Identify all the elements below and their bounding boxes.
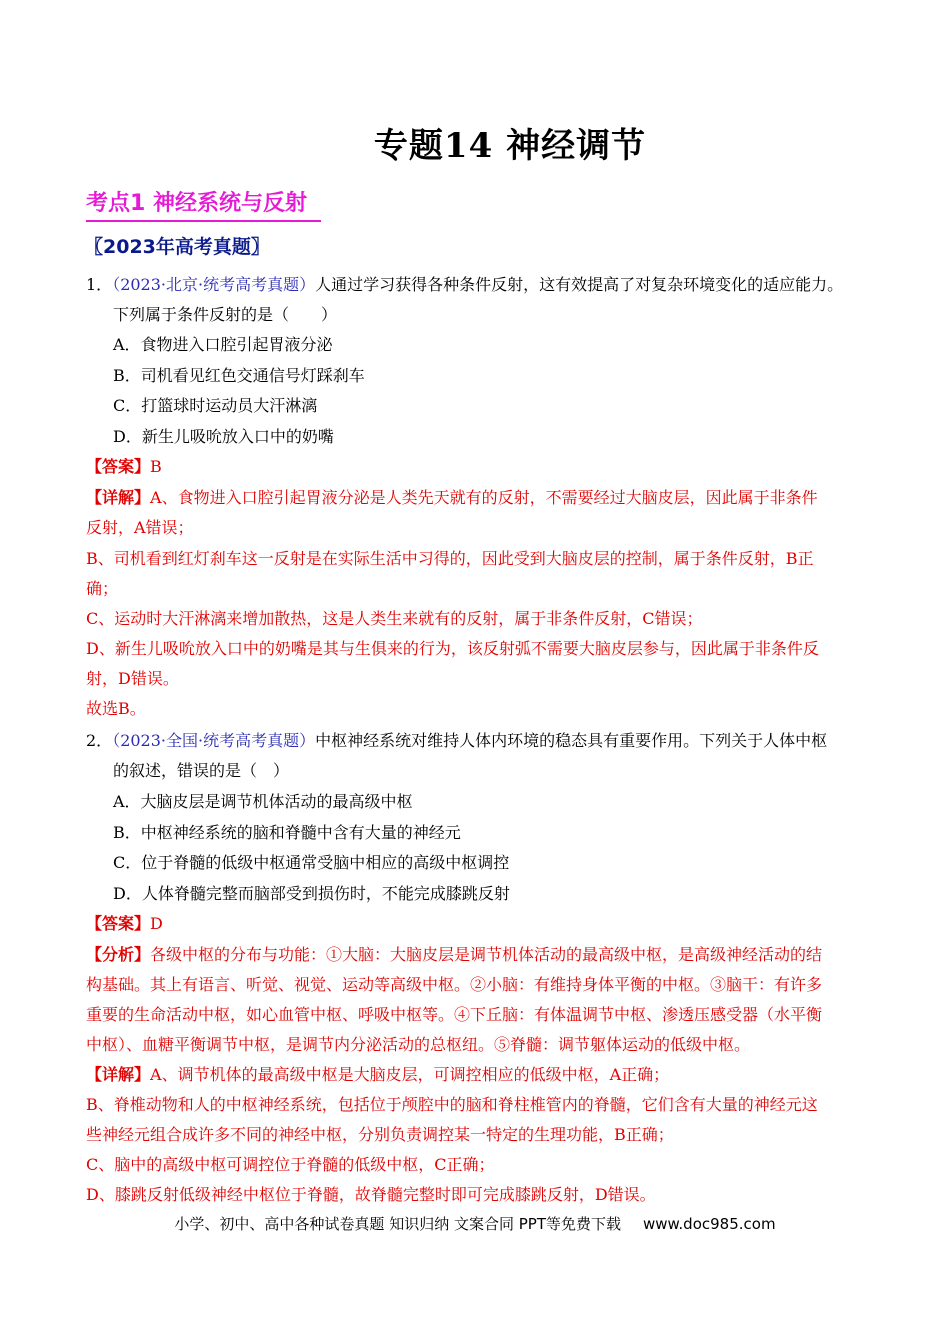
q1-detail-line-6: D、新生儿吸吮放入口中的奶嘴是其与生俱来的行为，该反射弧不需要大脑皮层参与，因此属于非条件反	[86, 639, 819, 658]
q2-analysis-tag: 【分析】	[86, 945, 151, 964]
q1-stem-text: 人通过学习获得各种条件反射，这有效提高了对复杂环境变化的适应能力。	[315, 275, 844, 294]
q1-detail-line-5: C、运动时大汗淋漓来增加散热，这是人类生来就有的反射，属于非条件反射，C错误；	[86, 609, 703, 628]
q2-detail-line-5: D、膝跳反射低级神经中枢位于脊髓，故脊髓完整时即可完成膝跳反射，D错误。	[86, 1185, 656, 1204]
q2-detail-line-1: 【详解】A、调节机体的最高级中枢是大脑皮层，可调控相应的低级中枢，A正确；	[86, 1065, 670, 1084]
q1-answer	[86, 456, 162, 478]
q1-stem-line-2: 下列属于条件反射的是（ ）	[113, 305, 338, 324]
q1-detail-line-7: 射，D错误。	[86, 669, 179, 688]
section-heading: 考点1 神经系统与反射	[86, 186, 321, 222]
q2-number: 2．	[86, 731, 113, 750]
q1-source: （2023·北京·统考高考真题）	[112, 275, 316, 294]
q2-option-d: D．人体脊髓完整而脑部受到损伤时，不能完成膝跳反射	[113, 884, 510, 903]
q2-option-a: A．大脑皮层是调节机体活动的最高级中枢	[113, 792, 413, 811]
q1-option-b: B．司机看见红色交通信号灯踩刹车	[113, 366, 365, 385]
q2-detail-line-4: C、脑中的高级中枢可调控位于脊髓的低级中枢，C正确；	[86, 1155, 495, 1174]
q1-answer-tag: 【答案】	[86, 457, 151, 476]
footer-url[interactable]: www.doc985.com	[642, 1215, 776, 1233]
q2-answer-tag: 【答案】	[86, 914, 151, 933]
q1-answer-value: B	[150, 457, 162, 476]
q1-number: 1．	[86, 275, 113, 294]
q2-stem-text: 中枢神经系统对维持人体内环境的稳态具有重要作用。下列关于人体中枢	[315, 731, 828, 750]
q2-analysis-line-4: 中枢）、血糖平衡调节中枢，是调节内分泌活动的总枢纽。⑤脊髓：调节躯体运动的低级中枢。	[86, 1035, 751, 1054]
q2-analysis-line-2: 构基础。其上有语言、听觉、视觉、运动等高级中枢。②小脑：有维持身体平衡的中枢。③脑干：有许多	[86, 975, 823, 994]
q1-detail-line-4: 确；	[86, 579, 119, 598]
q2-answer	[86, 913, 163, 935]
q1-stem-line-1	[86, 274, 843, 296]
q2-detail-tag: 【详解】	[86, 1065, 151, 1084]
q1-option-c: C．打篮球时运动员大汗淋漓	[113, 396, 318, 415]
q2-stem-line-2: 的叙述，错误的是（ ）	[113, 761, 290, 780]
q1-detail-line-1: 【详解】A、食物进入口腔引起胃液分泌是人类先天就有的反射，不需要经过大脑皮层，因此属于非条件	[86, 488, 818, 507]
q2-detail-line-3: 些神经元组合成许多不同的神经中枢，分别负责调控某一特定的生理功能，B正确；	[86, 1125, 674, 1144]
q2-analysis-line-1: 【分析】各级中枢的分布与功能：①大脑：大脑皮层是调节机体活动的最高级中枢，是高级神经活动的结	[86, 945, 823, 964]
q1-detail-line-3: B、司机看到红灯刹车这一反射是在实际生活中习得的，因此受到大脑皮层的控制，属于条件反射，B正	[86, 549, 814, 568]
q1-detail-tag: 【详解】	[86, 488, 151, 507]
q1-detail-line-2: 反射，A错误；	[86, 518, 194, 537]
q2-option-b: B．中枢神经系统的脑和脊髓中含有大量的神经元	[113, 823, 461, 842]
q2-source: （2023·全国·统考高考真题）	[112, 731, 316, 750]
q1-option-d: D．新生儿吸吮放入口中的奶嘴	[113, 427, 334, 446]
q2-stem-line-1	[86, 730, 827, 752]
page-title: 专题14 神经调节	[373, 126, 647, 166]
footer-text: 小学、初中、高中各种试卷真题 知识归纳 文案合同 PPT等免费下载	[174, 1215, 621, 1233]
q2-answer-value: D	[150, 914, 163, 933]
q1-conclusion: 故选B。	[86, 699, 146, 718]
q2-analysis-line-3: 重要的生命活动中枢，如心血管中枢、呼吸中枢等。④下丘脑：有体温调节中枢、渗透压感受器（水平衡	[86, 1005, 823, 1024]
q2-detail-line-2: B、脊椎动物和人的中枢神经系统，包括位于颅腔中的脑和脊柱椎管内的脊髓，它们含有大量的神经元这	[86, 1095, 818, 1114]
q1-option-a: A．食物进入口腔引起胃液分泌	[113, 335, 333, 354]
q2-option-c: C．位于脊髓的低级中枢通常受脑中相应的高级中枢调控	[113, 853, 510, 872]
page-footer	[0, 1213, 950, 1234]
year-heading: 〖2023年高考真题〗	[84, 236, 270, 258]
